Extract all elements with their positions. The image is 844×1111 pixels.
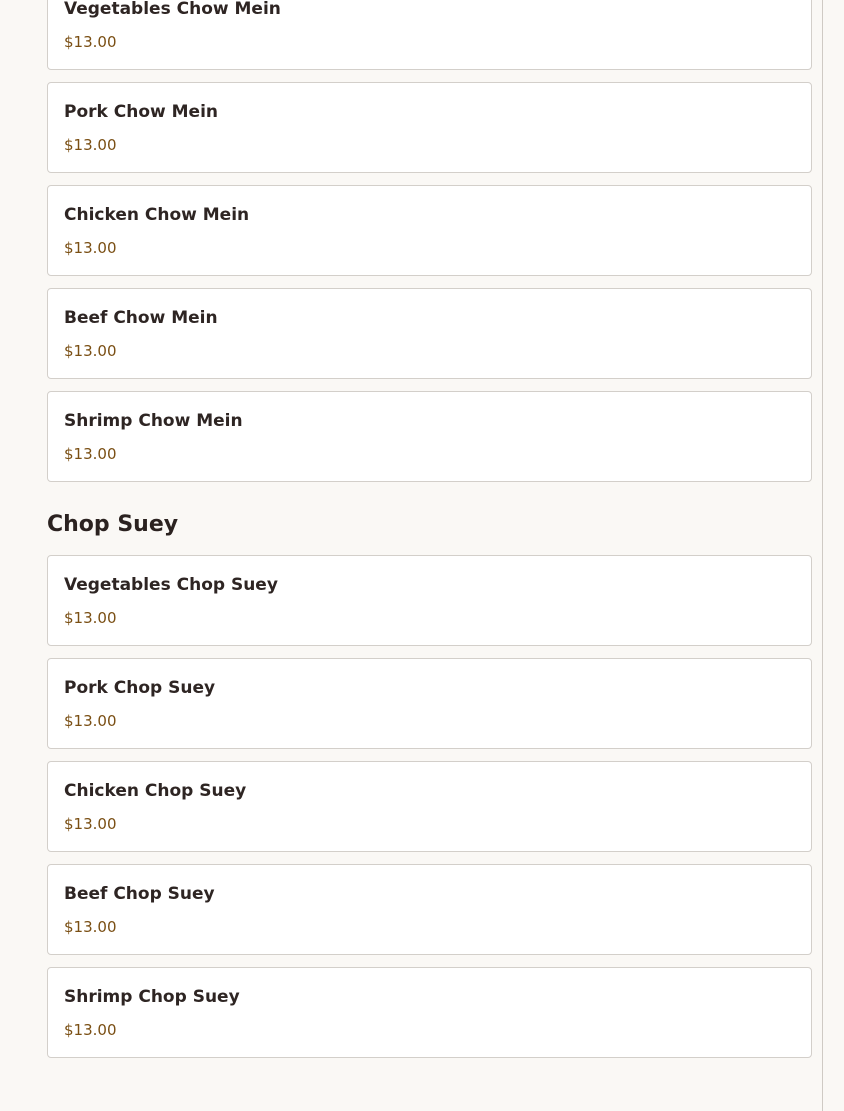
section-title: Chop Suey	[47, 512, 179, 537]
item-price: $13.00	[64, 1021, 117, 1039]
menu-item-shrimp-chow-mein[interactable]	[47, 391, 812, 482]
menu-item-beef-chow-mein[interactable]	[47, 288, 812, 379]
item-price: $13.00	[64, 712, 117, 730]
menu-item-vegetables-chop-suey[interactable]	[47, 555, 812, 646]
menu-item-pork-chow-mein[interactable]	[47, 82, 812, 173]
menu-item-beef-chop-suey[interactable]	[47, 864, 812, 955]
item-name: Shrimp Chow Mein	[64, 411, 243, 431]
menu-item-chicken-chow-mein[interactable]	[47, 185, 812, 276]
item-price: $13.00	[64, 342, 117, 360]
item-name: Vegetables Chop Suey	[64, 575, 278, 595]
item-name: Pork Chow Mein	[64, 102, 219, 122]
item-name: Vegetables Chow Mein	[64, 0, 281, 19]
section-chop-suey	[47, 511, 812, 1058]
section-chow-mein	[47, 0, 812, 482]
menu-column	[47, 0, 812, 1070]
item-price: $13.00	[64, 609, 117, 627]
item-name: Beef Chow Mein	[64, 308, 218, 328]
item-price: $13.00	[64, 136, 117, 154]
item-price: $13.00	[64, 33, 117, 51]
item-name: Beef Chop Suey	[64, 884, 215, 904]
menu-item-shrimp-chop-suey[interactable]	[47, 967, 812, 1058]
item-price: $13.00	[64, 239, 117, 257]
menu-item-vegetables-chow-mein[interactable]	[47, 0, 812, 70]
item-price: $13.00	[64, 815, 117, 833]
menu-item-chicken-chop-suey[interactable]	[47, 761, 812, 852]
item-price: $13.00	[64, 918, 117, 936]
menu-item-pork-chop-suey[interactable]	[47, 658, 812, 749]
item-name: Chicken Chow Mein	[64, 205, 250, 225]
item-name: Shrimp Chop Suey	[64, 987, 240, 1007]
panel-divider	[822, 0, 823, 1111]
item-price: $13.00	[64, 445, 117, 463]
item-name: Pork Chop Suey	[64, 678, 216, 698]
item-name: Chicken Chop Suey	[64, 781, 247, 801]
